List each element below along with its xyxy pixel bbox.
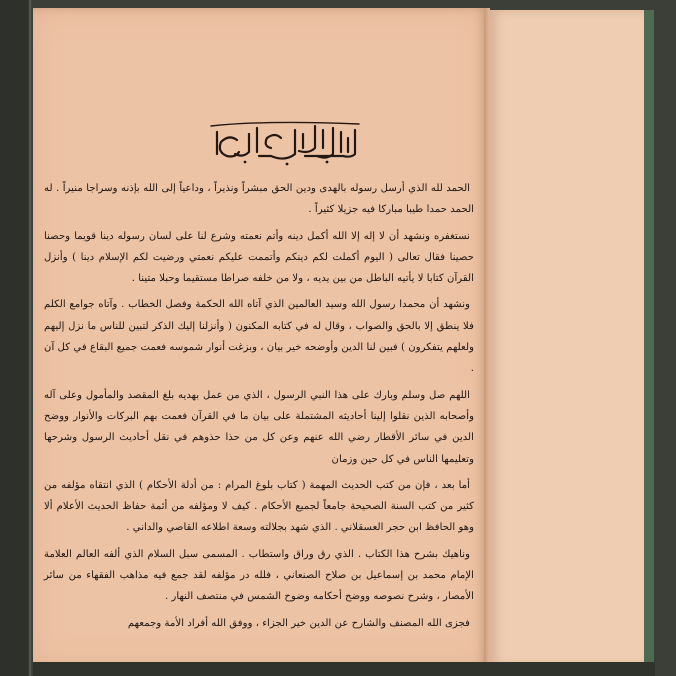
book-gutter [484,8,490,667]
paragraph-2: نستغفره ونشهد أن لا إله إلا الله أكمل دينه وأتم نعمته وشرع لنا على لسان رسوله دينا قويما وحصنا حصينا فقال تعالى ( اليوم أكملت لكم دينكم وأتممت عليكم نعمتي ورضيت لكم الإسلام دينا ) وأنزل القرآن كتابا لا يأتيه الباطل من بين يديه ، ولا من خلفه صراطا مستقيما وحبلا متينا . [44,230,474,285]
paragraph-4: اللهم صل وسلم وبارك على هذا النبي الرسول ، الذي من عمل بهديه بلغ المقصد والمأمول وعلى آله وأصحابه الذين نقلوا إلينا أحاديثه المشتملة على بيان ما في القرآن فعمت بهم البركات والأنوار ووضح الدين في سائر الأقطار رضي الله عنهم وعن كل من حذا حذوهم في نقل أحاديث الرسول وشرحها وتعليمها الناس في كل حين وزمان [44,389,474,465]
book-bottom-edge [33,662,655,676]
paragraph-3: ونشهد أن محمدا رسول الله وسيد العالمين الذي آتاه الله الحكمة وفصل الخطاب . وآتاه جوامع الكلم فلا ينطق إلا بالحق والصواب ، وقال له في كتابه المكنون ( وأنزلنا إليك الذكر لتبين للناس ما نزل إليهم ولعلهم يتفكرون ) فبين لنا الدين وأوضحه خير بيان ، وبزغت أنوار شموسه فعمت جميع البقاع في كل آن . [44,299,474,375]
paragraph-7: فجزى الله المصنف والشارح عن الدين خير الجزاء ، ووفق الله أفراد الأمة وجمعهم [127,617,470,629]
paragraph-5: أما بعد ، فإن من كتب الحديث المهمة ( كتاب بلوغ المرام : من أدلة الأحكام ) الذي انتقاه مؤلفه من كثير من كتب السنة الصحيحة جامعاً لجميع الأحكام . كيف لا ومؤلفه من أئمة حفاظ الحديث الأعلام ألا وهو الحافظ ابن حجر العسقلاني . الذي شهد بجلالته وسعة اطلاعه القاصي والداني . [44,479,474,534]
paragraph-6: وناهيك بشرح هذا الكتاب . الذي رق وراق واستطاب . المسمى سبل السلام الذي ألفه العالم العلامة الإمام محمد بن إسماعيل بن صلاح الصنعاني ، فلله در مؤلفه لقد جمع فيه مذاهب الفقهاء من سائر الأمصار ، وشرح نصوصه ووضح أحكامه وضوح الشمس في منتصف النهار . [44,548,474,603]
paragraph-1: الحمد لله الذي أرسل رسوله بالهدى ودين الحق مبشراً ونذيراً ، وداعياً إلى الله بإذنه وسراجا منيراً . له الحمد حمدا طيبا مباركا فيه جزيلا كثيراً . [44,183,474,216]
right-page [488,10,644,666]
preface-text [44,178,474,636]
basmala-calligraphy [205,118,365,168]
